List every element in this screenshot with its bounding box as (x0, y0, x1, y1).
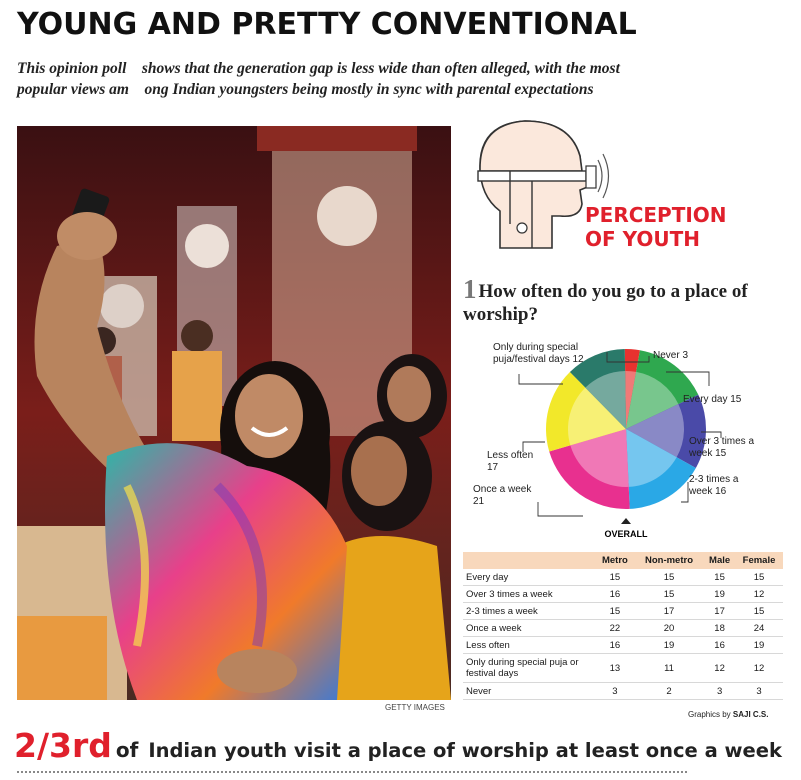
table-cell: 15 (634, 569, 704, 586)
selfie-photo (17, 126, 451, 700)
pie-callout-label: Only during special (493, 342, 579, 353)
worship-frequency-pie-chart (463, 334, 783, 544)
table-row-label: 2-3 times a week (463, 603, 596, 620)
table-cell: 24 (735, 620, 783, 637)
pie-callout-label: puja/festival days 12 (493, 354, 584, 365)
pie-overall-label: OVERALL (604, 529, 648, 539)
table-row (463, 620, 783, 637)
question-text: How often do you go to a place of worship? (463, 281, 748, 325)
section-title-line-2: OF YOUTH (585, 227, 701, 251)
table-cell: 15 (735, 603, 783, 620)
table-cell: 17 (704, 603, 735, 620)
table-row (463, 637, 783, 654)
table-row-label: Over 3 times a week (463, 586, 596, 603)
callout-leader-line (519, 374, 563, 384)
table-cell: 15 (596, 569, 634, 586)
summary-text: Indian youth visit a place of worship at least once a week (148, 739, 782, 762)
table-row-label: Once a week (463, 620, 596, 637)
table-header-metro: Metro (596, 552, 634, 569)
table-header-non-metro: Non-metro (634, 552, 704, 569)
pie-callout-label: Every day 15 (683, 394, 742, 405)
table-cell: 3 (704, 683, 735, 700)
selfie-photo-illustration (17, 126, 451, 700)
table-row (463, 683, 783, 700)
subhead (17, 58, 777, 100)
table-row (463, 603, 783, 620)
table-header-blank (463, 552, 596, 569)
table-cell: 17 (634, 603, 704, 620)
graphics-credit-prefix: Graphics by (688, 710, 733, 719)
bottom-summary (14, 726, 782, 765)
summary-of: of (115, 738, 139, 762)
section-title (585, 203, 727, 251)
table-cell: 11 (634, 654, 704, 683)
table-cell: 15 (634, 586, 704, 603)
table-cell: 3 (596, 683, 634, 700)
table-row-label: Less often (463, 637, 596, 654)
table-cell: 22 (596, 620, 634, 637)
graphics-credit (688, 710, 768, 719)
section-title-line-1: PERCEPTION (585, 203, 727, 227)
pie-callout-label: week 16 (689, 486, 727, 497)
table-cell: 16 (596, 586, 634, 603)
table-cell: 12 (735, 586, 783, 603)
pie-callout-label: Never 3 (653, 350, 689, 361)
question (463, 274, 763, 326)
table-cell: 12 (704, 654, 735, 683)
table-row-label: Only during special puja or festival days (463, 654, 596, 683)
subhead-line-1: This opinion poll shows that the generation gap is less wide than often alleged, with the most (17, 60, 620, 77)
table-cell: 12 (735, 654, 783, 683)
table-row (463, 569, 783, 586)
pie-callout-label: Over 3 times a (689, 436, 755, 447)
table-cell: 19 (634, 637, 704, 654)
table-row-label: Every day (463, 569, 596, 586)
table-row (463, 586, 783, 603)
table-header-row (463, 552, 783, 569)
photo-credit: GETTY IMAGES (385, 703, 445, 712)
pie-callout-label: 21 (473, 496, 485, 507)
table-cell: 15 (735, 569, 783, 586)
breakdown-table (463, 552, 783, 700)
callout-leader-line (538, 502, 583, 516)
table-cell: 18 (704, 620, 735, 637)
table-cell: 2 (634, 683, 704, 700)
pie-callout-label: 2-3 times a (689, 474, 739, 485)
table-cell: 19 (735, 637, 783, 654)
table-cell: 3 (735, 683, 783, 700)
summary-fraction: 2/3rd (14, 726, 112, 765)
table-cell: 19 (704, 586, 735, 603)
table-cell: 20 (634, 620, 704, 637)
pie-callout-label: Once a week (473, 484, 532, 495)
headline: YOUNG AND PRETTY CONVENTIONAL (17, 7, 637, 42)
table-cell: 13 (596, 654, 634, 683)
pie-callout-label: week 15 (689, 448, 727, 459)
table-header-male: Male (704, 552, 735, 569)
table-header-female: Female (735, 552, 783, 569)
table-cell: 15 (596, 603, 634, 620)
pie-callout-label: Less often (487, 450, 534, 461)
table-row (463, 654, 783, 683)
graphics-credit-name: SAJI C.S. (732, 710, 769, 719)
subhead-line-2: popular views am ong Indian youngsters being mostly in sync with parental expectations (17, 81, 594, 98)
table-cell: 16 (596, 637, 634, 654)
pie-callout-label: 17 (487, 462, 499, 473)
table-row-label: Never (463, 683, 596, 700)
overall-marker-icon (621, 518, 631, 524)
table-cell: 16 (704, 637, 735, 654)
table-cell: 15 (704, 569, 735, 586)
dotted-divider (17, 771, 687, 773)
question-number: 1 (463, 274, 477, 304)
